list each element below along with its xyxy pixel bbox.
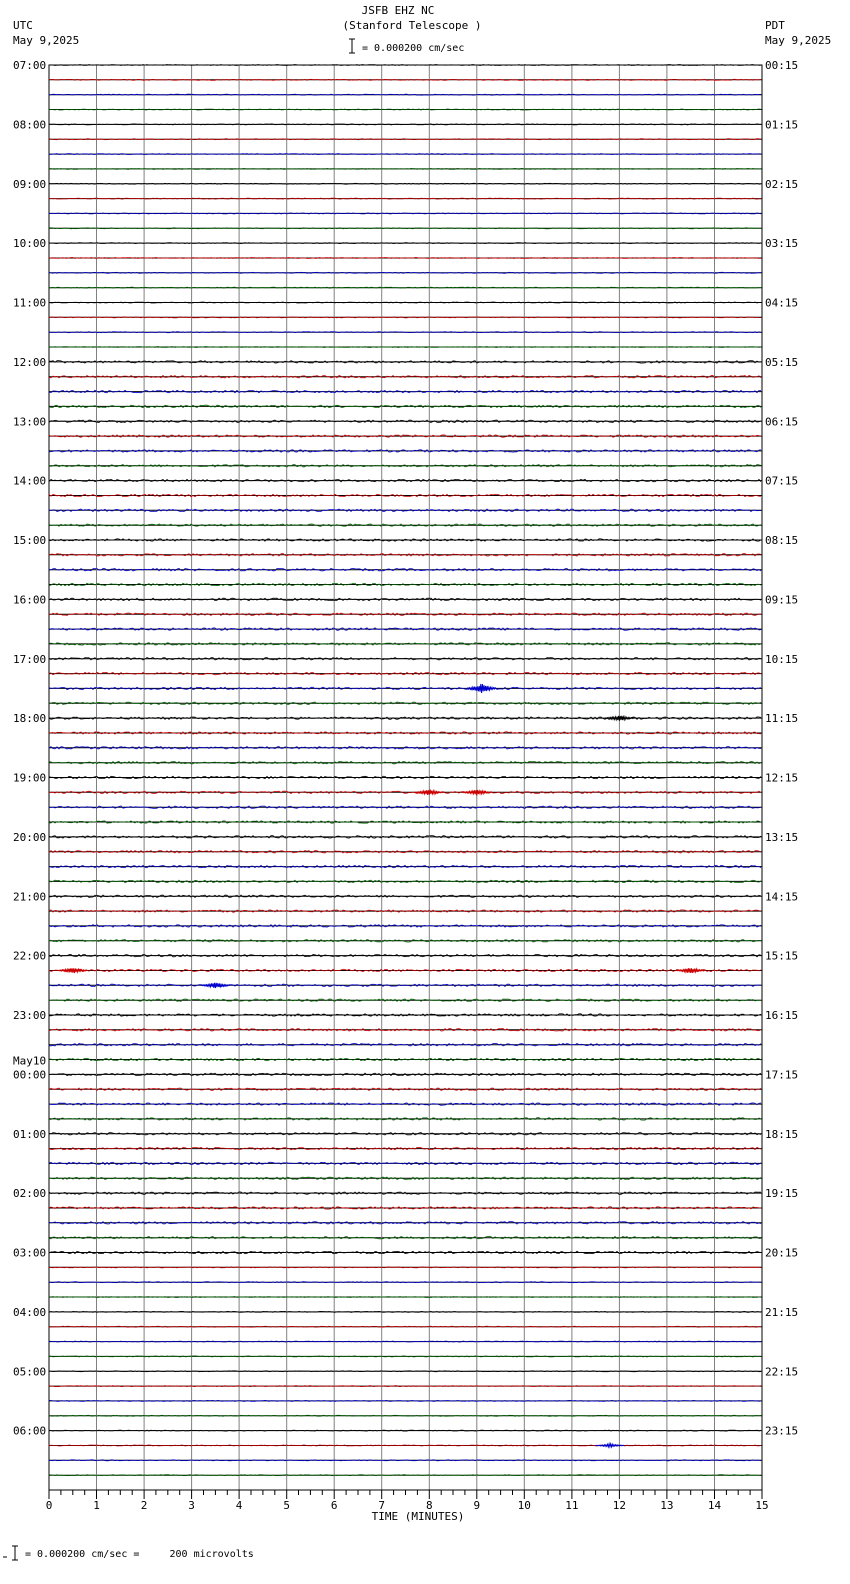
trace-line xyxy=(49,1014,761,1016)
pdt-time-label: 09:15 xyxy=(765,593,799,607)
x-tick-label: 10 xyxy=(517,1499,531,1512)
x-axis-label: TIME (MINUTES) xyxy=(371,1510,465,1523)
pdt-time-label: 08:15 xyxy=(765,534,799,547)
pdt-time-label: 12:15 xyxy=(765,771,799,785)
event-burst xyxy=(676,968,705,973)
scale-bar-icon xyxy=(349,39,355,53)
utc-time-label: 07:00 xyxy=(13,59,47,72)
utc-time-label: 16:00 xyxy=(13,593,47,607)
x-tick-label: 15 xyxy=(755,1499,769,1512)
utc-time-label: 19:00 xyxy=(13,771,47,785)
utc-time-label: 23:00 xyxy=(13,1009,47,1022)
utc-time-label: 14:00 xyxy=(13,474,47,488)
pdt-time-label: 14:15 xyxy=(765,890,799,904)
trace-line xyxy=(49,420,761,422)
utc-time-label: 22:00 xyxy=(13,949,47,963)
pdt-time-label: 22:15 xyxy=(765,1365,799,1379)
pdt-time-label: 02:15 xyxy=(765,177,799,191)
pdt-time-label: 01:15 xyxy=(765,118,799,132)
footer-scale-bar-icon xyxy=(3,1546,18,1560)
x-tick-label: 8 xyxy=(425,1499,433,1512)
x-tick-label: 0 xyxy=(45,1499,53,1512)
x-tick-label: 14 xyxy=(707,1499,722,1512)
pdt-time-label: 05:15 xyxy=(765,355,799,369)
footer-scale-text: = 0.000200 cm/sec = 200 microvolts xyxy=(25,1549,254,1560)
x-tick-label: 2 xyxy=(140,1499,148,1512)
x-tick-label: 3 xyxy=(188,1499,195,1512)
pdt-time-label: 07:15 xyxy=(765,474,799,488)
pdt-time-label: 11:15 xyxy=(765,712,799,726)
right-date: May 9,2025 xyxy=(765,34,832,47)
utc-time-label: 04:00 xyxy=(13,1305,47,1319)
utc-time-label: 08:00 xyxy=(13,118,47,132)
x-tick-label: 11 xyxy=(565,1499,579,1512)
utc-time-label: 15:00 xyxy=(13,534,47,547)
x-tick-label: 1 xyxy=(93,1499,100,1512)
utc-date-label: May10 xyxy=(13,1054,47,1068)
utc-time-label: 09:00 xyxy=(13,177,47,191)
utc-time-label: 17:00 xyxy=(13,652,47,666)
utc-time-label: 02:00 xyxy=(13,1187,47,1201)
pdt-time-label: 23:15 xyxy=(765,1424,799,1438)
pdt-time-label: 21:15 xyxy=(765,1305,799,1319)
pdt-time-label: 00:15 xyxy=(765,59,799,72)
utc-time-label: 18:00 xyxy=(13,712,47,726)
right-timezone: PDT xyxy=(765,19,785,32)
trace-line xyxy=(49,1133,761,1135)
trace-line xyxy=(49,554,761,556)
utc-time-label: 13:00 xyxy=(13,415,47,429)
trace-line xyxy=(49,895,761,897)
left-date: May 9,2025 xyxy=(13,34,80,47)
x-tick-label: 6 xyxy=(330,1499,338,1512)
pdt-time-label: 15:15 xyxy=(765,949,799,963)
x-tick-label: 12 xyxy=(612,1499,627,1512)
utc-time-label: 03:00 xyxy=(13,1246,47,1260)
scale-text: = 0.000200 cm/sec xyxy=(362,43,465,54)
utc-time-label: 12:00 xyxy=(13,355,47,369)
event-burst xyxy=(467,684,496,693)
pdt-time-label: 06:15 xyxy=(765,415,799,429)
pdt-time-label: 13:15 xyxy=(765,830,799,844)
pdt-time-label: 04:15 xyxy=(765,296,799,310)
pdt-time-label: 17:15 xyxy=(765,1068,799,1082)
x-tick-label: 4 xyxy=(235,1499,243,1512)
pdt-time-label: 03:15 xyxy=(765,237,799,251)
x-tick-label: 13 xyxy=(660,1499,674,1512)
utc-time-label: 06:00 xyxy=(13,1424,47,1438)
utc-time-label: 20:00 xyxy=(13,830,47,844)
event-burst xyxy=(596,1444,625,1447)
utc-time-label: 05:00 xyxy=(13,1365,47,1379)
utc-time-label: 10:00 xyxy=(13,237,47,251)
utc-time-label: 11:00 xyxy=(13,296,47,310)
trace-group xyxy=(49,65,761,1476)
event-burst xyxy=(58,968,87,973)
pdt-time-label: 19:15 xyxy=(765,1187,799,1201)
pdt-time-label: 20:15 xyxy=(765,1246,799,1260)
pdt-time-label: 10:15 xyxy=(765,652,799,666)
utc-time-label: 00:00 xyxy=(13,1068,47,1082)
x-axis xyxy=(46,1490,769,1512)
utc-time-label: 01:00 xyxy=(13,1127,47,1141)
x-tick-label: 5 xyxy=(283,1499,291,1512)
x-tick-label: 9 xyxy=(473,1499,481,1512)
utc-time-label: 21:00 xyxy=(13,890,47,904)
left-timezone: UTC xyxy=(13,19,33,32)
trace-line xyxy=(49,1237,761,1239)
station-title: JSFB EHZ NC xyxy=(361,4,435,17)
x-tick-label: 7 xyxy=(378,1499,386,1512)
station-location: (Stanford Telescope ) xyxy=(342,19,482,32)
pdt-time-label: 18:15 xyxy=(765,1127,799,1141)
event-burst xyxy=(201,983,230,988)
pdt-time-label: 16:15 xyxy=(765,1009,799,1022)
